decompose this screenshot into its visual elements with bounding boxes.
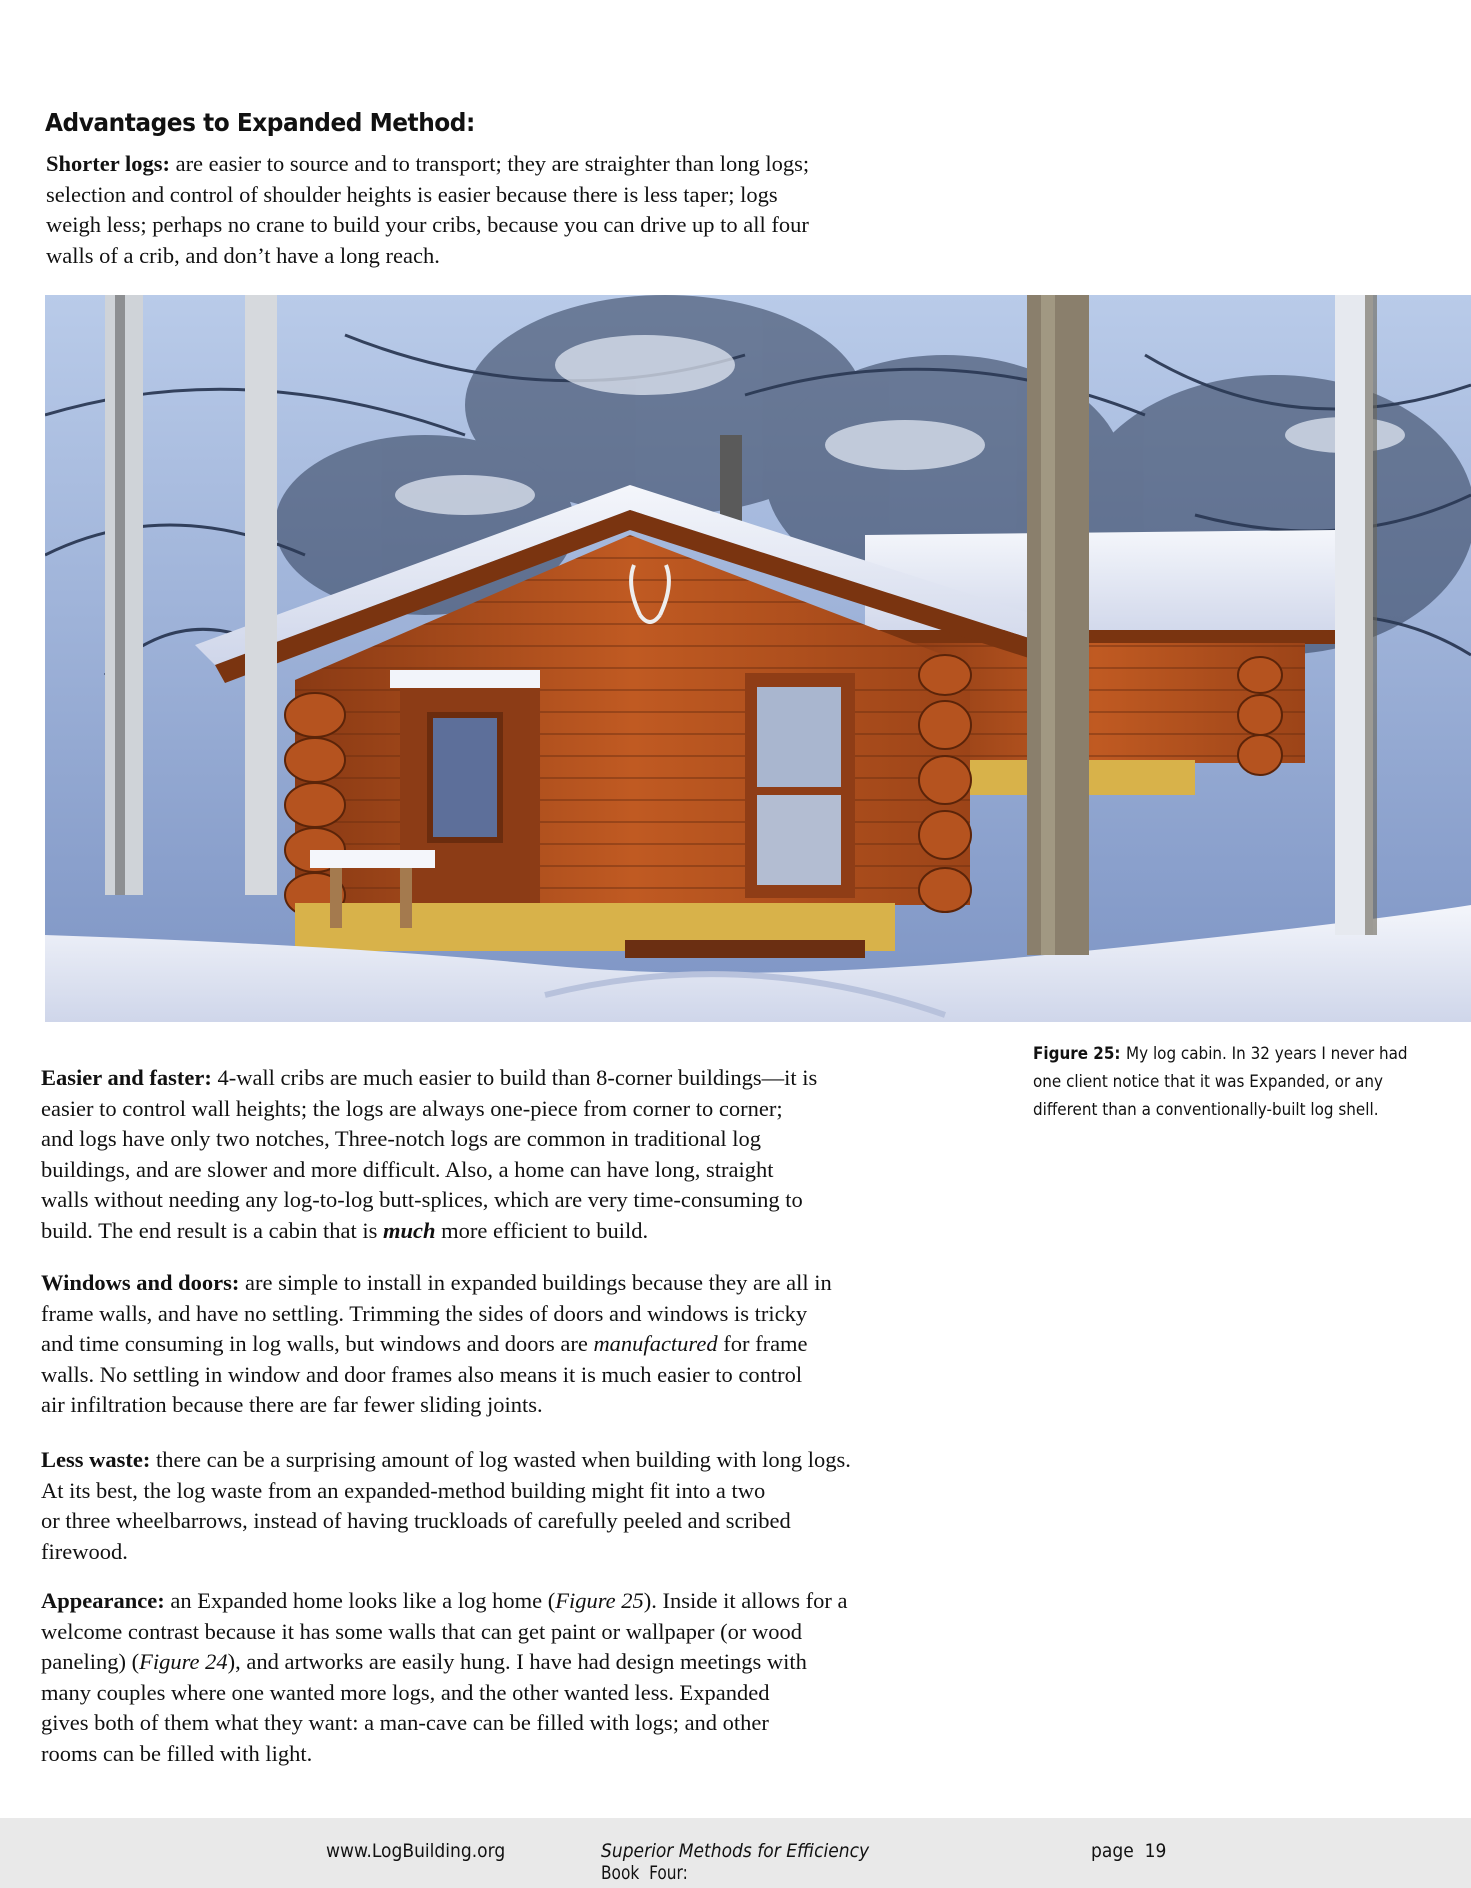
paragraph-line: paneling) (Figure 24), and artworks are easily hung. I have had design meetings with — [41, 1649, 807, 1674]
paragraph-line: Windows and doors: are simple to install in expanded buildings because they are all in — [41, 1270, 832, 1295]
emphasis-text: much — [383, 1217, 436, 1243]
paragraph-line: air infiltration because there are far fewer sliding joints. — [41, 1392, 543, 1417]
term-label: Easier and faster: — [41, 1065, 212, 1090]
paragraph-line: Appearance: an Expanded home looks like a log home (Figure 25). Inside it allows for a — [41, 1588, 848, 1613]
figure-caption — [1033, 1040, 1419, 1124]
paragraph-line: gives both of them what they want: a man-cave can be filled with logs; and other — [41, 1710, 769, 1735]
paragraph-line: welcome contrast because it has some walls that can get paint or wallpaper (or wood — [41, 1618, 802, 1644]
paragraph-line: selection and control of shoulder heights is easier because there is less taper; logs — [46, 181, 778, 207]
paragraph-line: firewood. — [41, 1538, 128, 1564]
term-label: Windows and doors: — [41, 1270, 240, 1295]
paragraph-line: or three wheelbarrows, instead of having truckloads of carefully peeled and scribed — [41, 1508, 791, 1533]
paragraph-line: many couples where one wanted more logs, and the other wanted less. Expanded — [41, 1679, 770, 1705]
paragraph-line: Less waste: there can be a surprising amount of log wasted when building with long logs. — [41, 1447, 851, 1472]
emphasis-text: manufactured — [593, 1331, 718, 1356]
paragraph-appearance — [41, 1586, 986, 1769]
paragraph-line: weigh less; perhaps no crane to build your cribs, because you can drive up to all four — [46, 212, 809, 237]
term-label: Shorter logs: — [46, 151, 170, 176]
paragraph-line: frame walls, and have no settling. Trimming the sides of doors and windows is tricky — [41, 1300, 808, 1326]
paragraph-line: Shorter logs: are easier to source and to transport; they are straighter than long logs; — [46, 151, 810, 176]
paragraph-line: walls without needing any log-to-log butt-splices, which are very time-consuming to — [41, 1187, 803, 1212]
term-label: Less waste: — [41, 1447, 151, 1472]
paragraph-line: and logs have only two notches, Three-notch logs are common in traditional log — [41, 1126, 762, 1151]
paragraph-line: At its best, the log waste from an expanded-method building might fit into a two — [41, 1477, 766, 1503]
cabin-photo-illustration — [45, 295, 1471, 1022]
paragraph-line: and time consuming in log walls, but windows and doors are manufactured for frame — [41, 1331, 808, 1356]
paragraph-line: easier to control wall heights; the logs are always one-piece from corner to corner; — [41, 1095, 783, 1121]
figure-reference-link[interactable]: Figure 25 — [555, 1588, 644, 1613]
paragraph-easier-faster — [41, 1063, 986, 1246]
page-footer — [0, 1818, 1471, 1888]
paragraph-line: build. The end result is a cabin that is much more efficient to build. — [41, 1217, 649, 1243]
figure-caption-text: My log cabin. In 32 years I never had one client notice that it was Expanded, or any different than a conventionally-built log shell. — [1033, 1044, 1408, 1119]
footer-website-link[interactable]: www.LogBuilding.org — [326, 1840, 506, 1862]
figure-reference-link[interactable]: Figure 24 — [139, 1649, 228, 1674]
figure-25-photo — [45, 295, 1471, 1022]
paragraph-line: walls of a crib, and don’t have a long reach. — [46, 242, 440, 268]
figure-label: Figure 25: — [1033, 1044, 1121, 1063]
paragraph-line: walls. No settling in window and door frames also means it is much easier to control — [41, 1361, 803, 1387]
paragraph-line: buildings, and are slower and more difficult. Also, a home can have long, straight — [41, 1156, 774, 1182]
footer-page-number: page 19 — [1091, 1840, 1167, 1862]
section-heading: Advantages to Expanded Method: — [45, 108, 475, 137]
paragraph-less-waste — [41, 1445, 986, 1567]
footer-book-title: Book Four: Superior Methods for Efficiency — [601, 1840, 870, 1884]
paragraph-line: Easier and faster: 4-wall cribs are much easier to build than 8-corner buildings—it is — [41, 1065, 818, 1090]
paragraph-line: rooms can be filled with light. — [41, 1740, 313, 1766]
paragraph-shorter-logs — [46, 149, 981, 271]
paragraph-windows-doors — [41, 1268, 986, 1421]
term-label: Appearance: — [41, 1588, 165, 1613]
